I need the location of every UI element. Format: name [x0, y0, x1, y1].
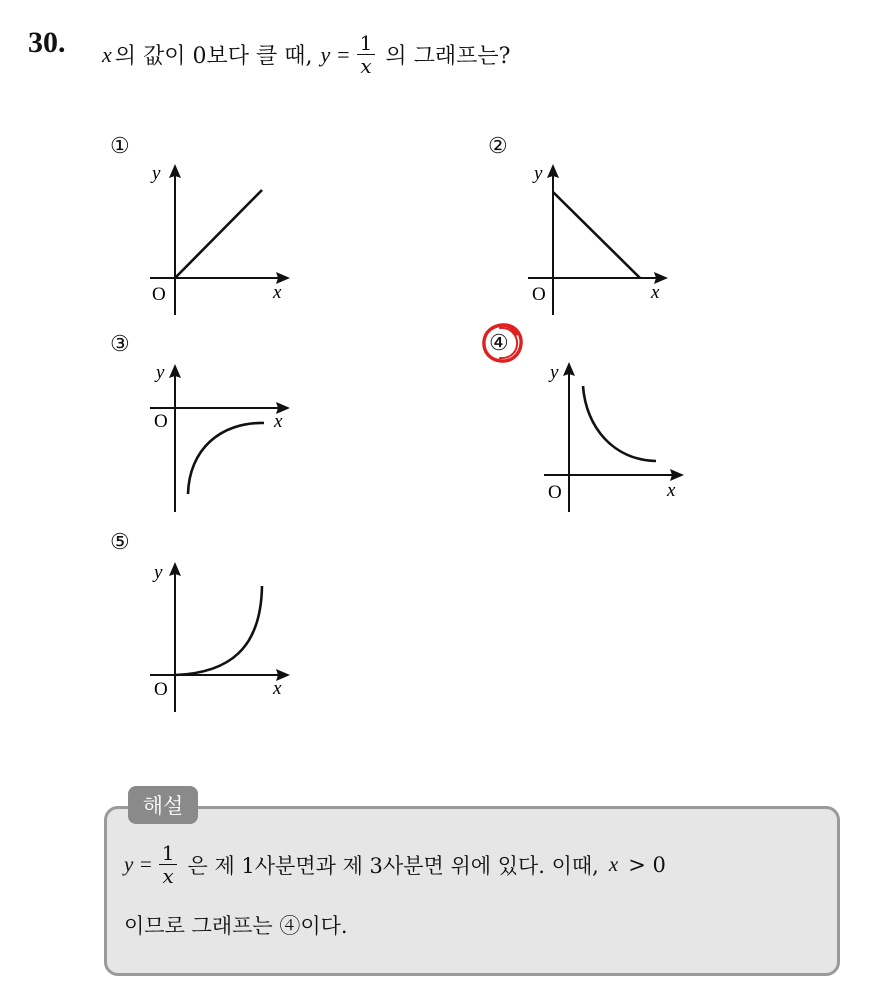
- solution-fraction: [159, 842, 178, 887]
- option-1-y-label: y: [152, 163, 161, 184]
- option-5-x-label: x: [273, 678, 282, 699]
- question-var-x: x: [102, 41, 112, 67]
- option-3-y-label: y: [156, 362, 165, 383]
- option-3-graph: [140, 350, 310, 520]
- option-4-origin-label: O: [548, 482, 562, 503]
- solution-cond-rest: > 0: [628, 852, 666, 877]
- option-5-origin-label: O: [154, 679, 168, 700]
- option-5-y-label: y: [154, 562, 163, 583]
- question-text-b: 의 그래프는?: [385, 44, 511, 69]
- option-4-label: ④: [489, 331, 509, 356]
- question-number: 30.: [28, 26, 66, 59]
- option-1-label: ①: [110, 134, 130, 159]
- option-4-x-label: x: [667, 480, 676, 501]
- option-2-x-label: x: [651, 282, 660, 303]
- option-2-graph: [518, 150, 688, 320]
- solution-box: [104, 806, 840, 976]
- question-fraction: [357, 32, 376, 77]
- question-frac-num: 1: [357, 32, 376, 55]
- option-2-label: ②: [488, 134, 508, 159]
- solution-frac-den: x: [162, 864, 174, 888]
- solution-line-1: [124, 842, 666, 887]
- solution-line-2: 이므로 그래프는 ④이다.: [124, 914, 348, 938]
- option-2-y-label: y: [534, 163, 543, 184]
- solution-frac-num: 1: [159, 842, 178, 865]
- option-2-origin-label: O: [532, 284, 546, 305]
- option-4-graph: [534, 348, 704, 518]
- option-3-x-label: x: [274, 411, 283, 432]
- solution-tag: 해설: [128, 786, 198, 824]
- option-1-origin-label: O: [152, 284, 166, 305]
- option-3-origin-label: O: [154, 411, 168, 432]
- question-frac-den: x: [360, 54, 372, 78]
- question-eq-lhs: y =: [320, 41, 351, 67]
- question-line: [28, 18, 868, 88]
- option-1-graph: [140, 150, 310, 320]
- solution-eq-lhs: y =: [124, 852, 153, 876]
- option-4-y-label: y: [550, 362, 559, 383]
- option-1-x-label: x: [273, 282, 282, 303]
- solution-cond-x: x: [608, 852, 619, 876]
- option-3-label: ③: [110, 332, 130, 357]
- question-text: [102, 32, 510, 77]
- solution-text-a: 은 제 1사분면과 제 3사분면 위에 있다. 이때,: [187, 853, 599, 878]
- option-5-graph: [140, 548, 310, 718]
- question-text-a: 의 값이 0보다 클 때,: [114, 44, 313, 69]
- option-5-label: ⑤: [110, 530, 130, 555]
